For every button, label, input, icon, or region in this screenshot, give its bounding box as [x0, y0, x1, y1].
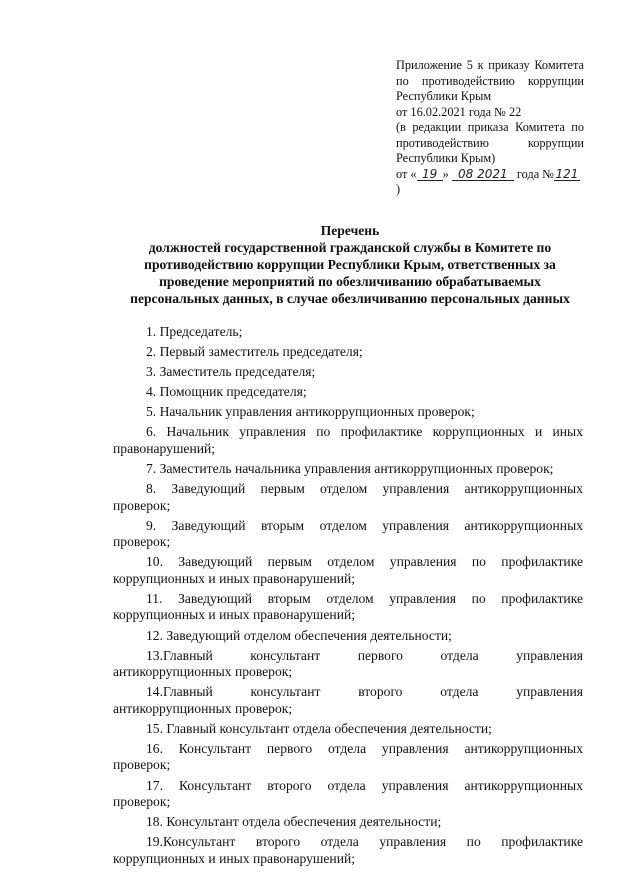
date-suffix: ): [396, 182, 401, 196]
list-item: 3. Заместитель председателя;: [146, 364, 316, 380]
list-item: 11. Заведующий вторым отделом управления по профилактике коррупционных и иных правонарушений;: [113, 590, 583, 623]
document-title: [110, 222, 590, 307]
title-heading: Перечень: [320, 223, 380, 238]
date-year-word: года №: [516, 166, 554, 181]
appendix-line-2: по противодействию коррупции: [396, 73, 584, 88]
appendix-line-6: противодействию коррупции: [396, 135, 584, 150]
date-mid: »: [442, 166, 449, 181]
appendix-line-1: Приложение 5 к приказу Комитета: [396, 58, 584, 72]
list-item: 15. Главный консультант отдела обеспечения деятельности;: [146, 720, 492, 736]
appendix-header: [396, 58, 584, 198]
appendix-line-4: от 16.02.2021 года № 22: [396, 104, 522, 119]
list-item: 10. Заведующий первым отделом управления по профилактике коррупционных и иных правонарушений;: [113, 554, 583, 586]
list-item: 13.Главный консультант первого отдела управления антикоррупционных проверок;: [113, 647, 583, 680]
date-prefix: от «: [396, 166, 417, 181]
list-item: 4. Помощник председателя;: [146, 384, 307, 400]
title-line-4: проведение мероприятий по обезличиванию обрабатываемых: [159, 274, 541, 289]
list-item: 19.Консультант второго отдела управления по профилактике коррупционных и иных правонарушений;: [113, 834, 583, 866]
list-item: 12. Заведующий отделом обеспечения деятельности;: [146, 627, 452, 643]
list-item: 7. Заместитель начальника управления антикоррупционных проверок;: [146, 461, 554, 477]
list-item: 1. Председатель;: [146, 324, 243, 339]
handwritten-month: 08 2021: [452, 168, 514, 181]
amendment-date-line: [396, 167, 584, 198]
appendix-line-7: Республики Крым): [396, 151, 496, 165]
list-item: 2. Первый заместитель председателя;: [146, 344, 363, 360]
list-item: 6. Начальник управления по профилактике коррупционных и иных правонарушений;: [113, 424, 583, 456]
list-item: 16. Консультант первого отдела управления антикоррупционных проверок;: [113, 740, 583, 773]
positions-list: [113, 324, 583, 871]
title-line-3: противодействию коррупции Республики Крым, ответственных за: [144, 257, 556, 272]
list-item: 17. Консультант второго отдела управления антикоррупционных проверок;: [113, 777, 583, 809]
title-line-5: персональных данных, в случае обезличиванию персональных данных: [130, 291, 570, 306]
list-item: 14.Главный консультант второго отдела управления антикоррупционных проверок;: [113, 684, 583, 716]
appendix-line-5: (в редакции приказа Комитета по: [396, 120, 584, 134]
handwritten-number: 121: [555, 166, 579, 181]
list-item: 18. Консультант отдела обеспечения деятельности;: [146, 814, 442, 830]
list-item: 5. Начальник управления антикоррупционных проверок;: [146, 404, 475, 420]
list-item: 9. Заведующий вторым отделом управления антикоррупционных проверок;: [113, 517, 583, 550]
appendix-line-3: Республики Крым: [396, 89, 492, 103]
list-item: 8. Заведующий первым отделом управления антикоррупционных проверок;: [113, 481, 583, 513]
title-line-2: должностей государственной гражданской службы в Комитете по: [148, 240, 552, 255]
handwritten-day: 19: [417, 168, 443, 181]
